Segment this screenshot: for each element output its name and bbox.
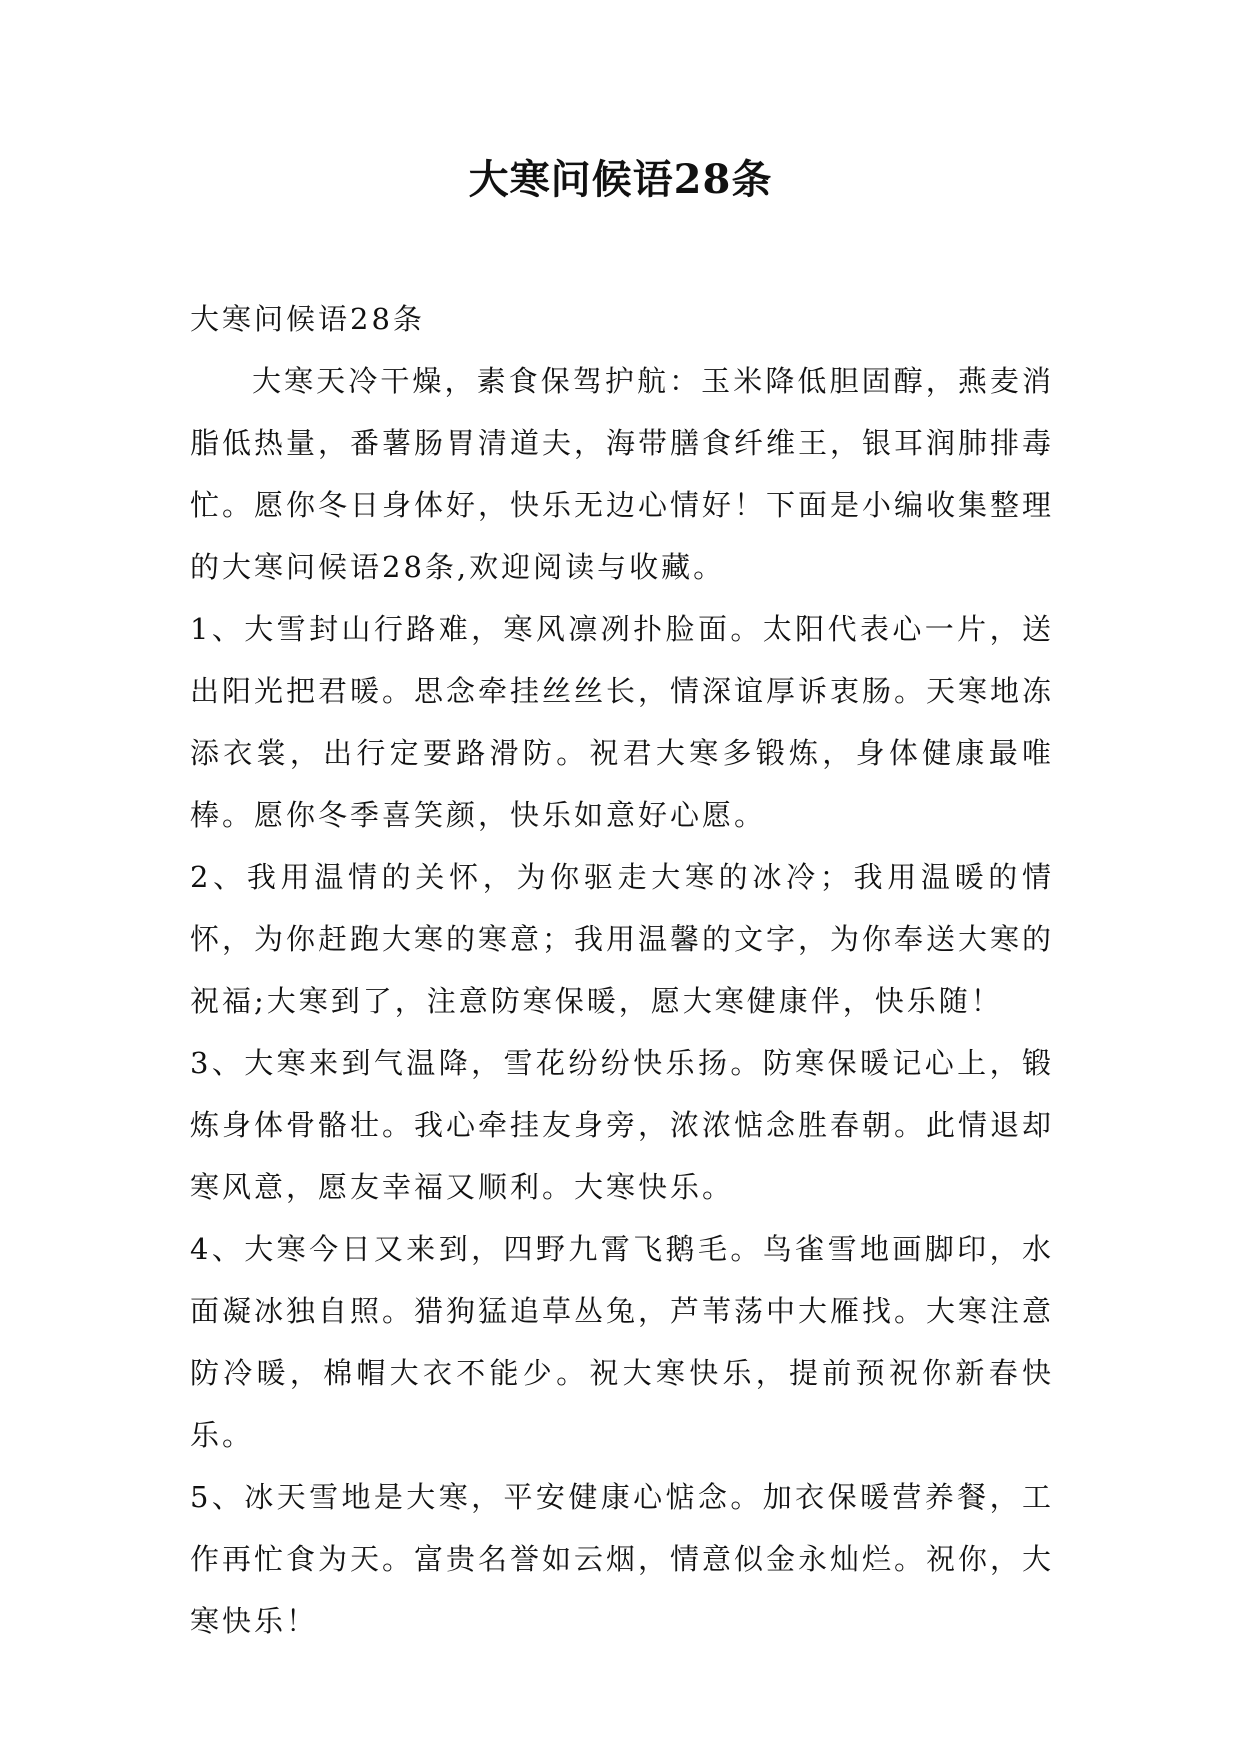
intro-paragraph: 大寒天冷干燥，素食保驾护航：玉米降低胆固醇，燕麦消脂低热量，番薯肠胃清道夫，海带膳食纤维王，银耳润肺排毒忙。愿你冬日身体好，快乐无边心情好！下面是小编收集整理的大寒问候语28条,欢迎阅读与收藏。 <box>190 364 1055 584</box>
list-item: 3、大寒来到气温降，雪花纷纷快乐扬。防寒保暖记心上，锻炼身体骨骼壮。我心牵挂友身旁，浓浓惦念胜春朝。此情退却寒风意，愿友幸福又顺利。大寒快乐。 <box>190 1046 1055 1204</box>
list-item: 1、大雪封山行路难，寒风凛冽扑脸面。太阳代表心一片，送出阳光把君暖。思念牵挂丝丝长，情深谊厚诉衷肠。天寒地冻添衣裳，出行定要路滑防。祝君大寒多锻炼，身体健康最唯棒。愿你冬季喜笑颜，快乐如意好心愿。 <box>190 612 1055 832</box>
document-subtitle: 大寒问候语28条 <box>190 302 425 336</box>
document-body <box>190 288 1054 1652</box>
document-title: 大寒问候语28条 <box>468 156 773 203</box>
list-item: 4、大寒今日又来到，四野九霄飞鹅毛。鸟雀雪地画脚印，水面凝冰独自照。猎狗猛追草丛兔，芦苇荡中大雁找。大寒注意防冷暖，棉帽大衣不能少。祝大寒快乐，提前预祝你新春快乐。 <box>190 1232 1055 1452</box>
list-item: 5、冰天雪地是大寒，平安健康心惦念。加衣保暖营养餐，工作再忙食为天。富贵名誉如云烟，情意似金永灿烂。祝你，大寒快乐！ <box>190 1480 1055 1638</box>
list-item: 2、我用温情的关怀，为你驱走大寒的冰冷；我用温暖的情怀，为你赶跑大寒的寒意；我用温馨的文字，为你奉送大寒的祝福;大寒到了，注意防寒保暖，愿大寒健康伴，快乐随！ <box>190 860 1055 1018</box>
